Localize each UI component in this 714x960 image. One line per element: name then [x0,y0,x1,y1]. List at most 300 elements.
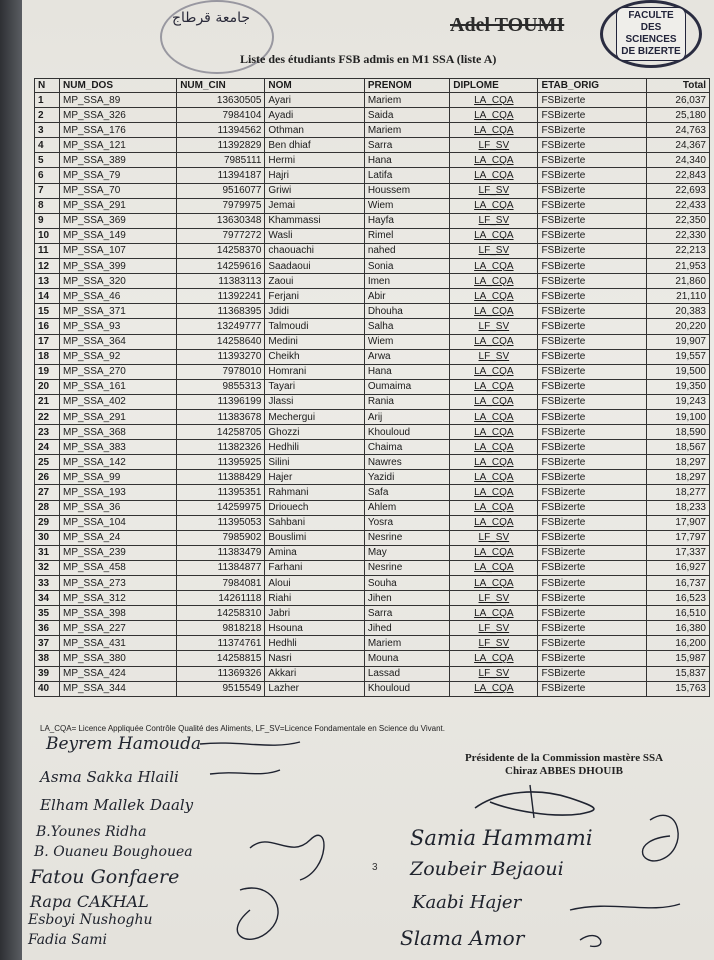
cell-n: 5 [35,153,60,168]
cell-nom: Ghozzi [265,425,364,440]
cell-etab-orig: FSBizerte [538,319,646,334]
cell-total: 18,297 [646,470,709,485]
cell-prenom: Nawres [364,455,449,470]
cell-etab-orig: FSBizerte [538,515,646,530]
cell-etab-orig: FSBizerte [538,425,646,440]
cell-total: 22,843 [646,168,709,183]
cell-nom: Othman [265,123,364,138]
signature-left-5: B. Ouaneu Boughouea [34,844,193,860]
cell-diplome: LF_SV [450,183,538,198]
cell-etab-orig: FSBizerte [538,545,646,560]
col-num-dos: NUM_DOS [60,79,177,93]
cell-nom: Ayadi [265,108,364,123]
cell-n: 4 [35,138,60,153]
cell-num-dos: MP_SSA_92 [60,349,177,364]
cell-num-dos: MP_SSA_176 [60,123,177,138]
cell-num-cin: 9855313 [177,379,265,394]
cell-total: 21,953 [646,259,709,274]
cell-num-cin: 14258705 [177,425,265,440]
cell-num-cin: 11369326 [177,666,265,681]
col-nom: NOM [265,79,364,93]
cell-diplome: LA_CQA [450,304,538,319]
cell-diplome: LA_CQA [450,364,538,379]
signature-left-9: Fadia Sami [28,932,108,948]
table-row [35,485,710,500]
signature-right-2: Zoubeir Bejaoui [410,858,564,880]
cell-num-cin: 14258815 [177,651,265,666]
cell-total: 20,220 [646,319,709,334]
cell-prenom: Latifa [364,168,449,183]
cell-num-cin: 13249777 [177,319,265,334]
table-row [35,500,710,515]
cell-diplome: LF_SV [450,319,538,334]
cell-nom: Hedhili [265,440,364,455]
cell-n: 26 [35,470,60,485]
cell-total: 21,110 [646,289,709,304]
cell-prenom: Hana [364,153,449,168]
cell-total: 25,180 [646,108,709,123]
cell-diplome: LA_CQA [450,485,538,500]
cell-n: 35 [35,606,60,621]
table-row [35,560,710,575]
cell-prenom: Saida [364,108,449,123]
table-row [35,409,710,424]
cell-etab-orig: FSBizerte [538,274,646,289]
cell-n: 21 [35,394,60,409]
table-row [35,93,710,108]
cell-etab-orig: FSBizerte [538,666,646,681]
cell-etab-orig: FSBizerte [538,123,646,138]
cell-n: 34 [35,591,60,606]
cell-prenom: Mariem [364,123,449,138]
cell-n: 11 [35,243,60,258]
cell-total: 22,330 [646,228,709,243]
cell-num-dos: MP_SSA_369 [60,213,177,228]
cell-n: 25 [35,455,60,470]
cell-diplome: LF_SV [450,621,538,636]
cell-n: 20 [35,379,60,394]
signature-left-8: Esboyi Nushoghu [28,912,153,928]
cell-prenom: Nesrine [364,530,449,545]
cell-total: 16,380 [646,621,709,636]
cell-n: 2 [35,108,60,123]
cell-num-dos: MP_SSA_270 [60,364,177,379]
cell-total: 26,037 [646,93,709,108]
col-diplome: DIPLOME [450,79,538,93]
stamp-line-3: DE BIZERTE [621,46,681,57]
table-row [35,183,710,198]
cell-prenom: Oumaima [364,379,449,394]
cell-num-dos: MP_SSA_70 [60,183,177,198]
cell-num-dos: MP_SSA_46 [60,289,177,304]
cell-etab-orig: FSBizerte [538,485,646,500]
cell-num-dos: MP_SSA_431 [60,636,177,651]
cell-prenom: Chaima [364,440,449,455]
cell-num-cin: 13630505 [177,93,265,108]
cell-nom: Khammassi [265,213,364,228]
cell-num-dos: MP_SSA_273 [60,576,177,591]
cell-nom: Jdidi [265,304,364,319]
cell-nom: Mechergui [265,409,364,424]
cell-n: 15 [35,304,60,319]
cell-prenom: May [364,545,449,560]
cell-diplome: LA_CQA [450,545,538,560]
cell-num-cin: 11374761 [177,636,265,651]
cell-num-cin: 14261118 [177,591,265,606]
cell-nom: Hsouna [265,621,364,636]
students-table [34,78,710,697]
header-name: Adel TOUMI [450,14,565,36]
cell-nom: Hajri [265,168,364,183]
cell-nom: Silini [265,455,364,470]
cell-num-cin: 7984104 [177,108,265,123]
cell-nom: Jemai [265,198,364,213]
cell-n: 29 [35,515,60,530]
cell-diplome: LF_SV [450,243,538,258]
cell-etab-orig: FSBizerte [538,379,646,394]
cell-total: 17,337 [646,545,709,560]
cell-prenom: Arwa [364,349,449,364]
cell-etab-orig: FSBizerte [538,138,646,153]
cell-etab-orig: FSBizerte [538,289,646,304]
table-row [35,440,710,455]
cell-diplome: LA_CQA [450,198,538,213]
cell-num-dos: MP_SSA_36 [60,500,177,515]
cell-total: 24,340 [646,153,709,168]
cell-nom: Jlassi [265,394,364,409]
cell-n: 30 [35,530,60,545]
cell-prenom: Rimel [364,228,449,243]
cell-etab-orig: FSBizerte [538,394,646,409]
cell-nom: Farhani [265,560,364,575]
cell-diplome: LA_CQA [450,651,538,666]
table-row [35,243,710,258]
cell-diplome: LA_CQA [450,470,538,485]
col-total: Total [646,79,709,93]
cell-diplome: LA_CQA [450,379,538,394]
signature-right-3: Kaabi Hajer [412,892,522,913]
cell-num-cin: 11383113 [177,274,265,289]
cell-total: 19,907 [646,334,709,349]
cell-nom: Wasli [265,228,364,243]
table-row [35,394,710,409]
cell-nom: Tayari [265,379,364,394]
table-row [35,349,710,364]
president-block [434,752,694,778]
cell-total: 22,350 [646,213,709,228]
cell-nom: Ben dhiaf [265,138,364,153]
table-row [35,364,710,379]
arabic-header-text: جامعة قرطاج [172,10,250,26]
cell-nom: Griwi [265,183,364,198]
cell-diplome: LA_CQA [450,515,538,530]
cell-num-cin: 13630348 [177,213,265,228]
cell-diplome: LF_SV [450,591,538,606]
cell-diplome: LA_CQA [450,228,538,243]
cell-num-cin: 11368395 [177,304,265,319]
cell-prenom: Sarra [364,138,449,153]
cell-prenom: Houssem [364,183,449,198]
cell-num-cin: 11396199 [177,394,265,409]
cell-total: 19,557 [646,349,709,364]
president-title: Présidente de la Commission mastère SSA [464,752,664,764]
cell-num-cin: 11395053 [177,515,265,530]
cell-diplome: LF_SV [450,138,538,153]
signature-left-2: Asma Sakka Hlaili [40,768,179,786]
table-row [35,138,710,153]
cell-nom: Jabri [265,606,364,621]
cell-n: 27 [35,485,60,500]
cell-n: 14 [35,289,60,304]
cell-etab-orig: FSBizerte [538,560,646,575]
table-row [35,259,710,274]
cell-etab-orig: FSBizerte [538,198,646,213]
cell-num-cin: 11388429 [177,470,265,485]
table-row [35,334,710,349]
desk-background [0,0,22,960]
cell-num-dos: MP_SSA_371 [60,304,177,319]
cell-n: 36 [35,621,60,636]
cell-etab-orig: FSBizerte [538,576,646,591]
cell-n: 16 [35,319,60,334]
cell-etab-orig: FSBizerte [538,455,646,470]
cell-nom: Riahi [265,591,364,606]
cell-num-dos: MP_SSA_79 [60,168,177,183]
cell-n: 23 [35,425,60,440]
cell-total: 16,510 [646,606,709,621]
cell-num-dos: MP_SSA_104 [60,515,177,530]
cell-num-cin: 11394187 [177,168,265,183]
table-row [35,621,710,636]
cell-diplome: LA_CQA [450,289,538,304]
cell-nom: Hajer [265,470,364,485]
cell-prenom: Wiem [364,334,449,349]
table-row [35,379,710,394]
cell-num-dos: MP_SSA_458 [60,560,177,575]
cell-total: 17,797 [646,530,709,545]
cell-num-cin: 11395351 [177,485,265,500]
cell-prenom: Lassad [364,666,449,681]
cell-prenom: Yazidi [364,470,449,485]
cell-num-cin: 9818218 [177,621,265,636]
cell-etab-orig: FSBizerte [538,364,646,379]
cell-etab-orig: FSBizerte [538,530,646,545]
cell-nom: Cheikh [265,349,364,364]
cell-etab-orig: FSBizerte [538,93,646,108]
table-row [35,168,710,183]
cell-num-cin: 7979975 [177,198,265,213]
table-row [35,304,710,319]
cell-total: 19,243 [646,394,709,409]
cell-n: 19 [35,364,60,379]
cell-total: 16,927 [646,560,709,575]
cell-diplome: LA_CQA [450,440,538,455]
cell-etab-orig: FSBizerte [538,168,646,183]
signature-left-3: Elham Mallek Daaly [40,796,194,814]
cell-num-cin: 7985111 [177,153,265,168]
cell-prenom: Rania [364,394,449,409]
cell-num-dos: MP_SSA_424 [60,666,177,681]
cell-prenom: Mariem [364,93,449,108]
cell-etab-orig: FSBizerte [538,591,646,606]
cell-prenom: Dhouha [364,304,449,319]
signature-left-1: Beyrem Hamouda [46,734,202,754]
cell-num-dos: MP_SSA_107 [60,243,177,258]
cell-prenom: Hayfa [364,213,449,228]
cell-prenom: Arij [364,409,449,424]
table-row [35,198,710,213]
cell-etab-orig: FSBizerte [538,243,646,258]
cell-n: 37 [35,636,60,651]
cell-num-dos: MP_SSA_399 [60,259,177,274]
cell-total: 24,763 [646,123,709,138]
cell-prenom: Mouna [364,651,449,666]
cell-prenom: Abir [364,289,449,304]
cell-prenom: nahed [364,243,449,258]
cell-etab-orig: FSBizerte [538,651,646,666]
stamp-line-1: FACULTE [628,10,674,21]
cell-num-cin: 11384877 [177,560,265,575]
table-row [35,666,710,681]
cell-etab-orig: FSBizerte [538,349,646,364]
cell-num-cin: 11382326 [177,440,265,455]
cell-prenom: Jihen [364,591,449,606]
cell-diplome: LA_CQA [450,153,538,168]
table-row [35,123,710,138]
cell-n: 28 [35,500,60,515]
col-num-cin: NUM_CIN [177,79,265,93]
cell-num-cin: 14259975 [177,500,265,515]
cell-diplome: LA_CQA [450,394,538,409]
cell-diplome: LF_SV [450,530,538,545]
cell-n: 33 [35,576,60,591]
table-row [35,319,710,334]
cell-total: 22,693 [646,183,709,198]
cell-prenom: Hana [364,364,449,379]
signature-right-4: Slama Amor [400,926,525,950]
cell-total: 19,350 [646,379,709,394]
cell-nom: Homrani [265,364,364,379]
cell-total: 17,907 [646,515,709,530]
cell-prenom: Khouloud [364,425,449,440]
cell-prenom: Sonia [364,259,449,274]
faculty-stamp [600,0,702,68]
cell-total: 22,433 [646,198,709,213]
cell-total: 15,763 [646,681,709,696]
cell-n: 12 [35,259,60,274]
cell-num-cin: 7984081 [177,576,265,591]
cell-total: 19,500 [646,364,709,379]
cell-nom: Amina [265,545,364,560]
table-row [35,470,710,485]
cell-nom: Lazher [265,681,364,696]
cell-diplome: LA_CQA [450,334,538,349]
cell-total: 18,233 [646,500,709,515]
cell-prenom: Safa [364,485,449,500]
cell-etab-orig: FSBizerte [538,304,646,319]
table-row [35,213,710,228]
table-row [35,455,710,470]
signature-right-1: Samia Hammami [410,826,593,850]
cell-n: 17 [35,334,60,349]
cell-diplome: LF_SV [450,636,538,651]
cell-n: 31 [35,545,60,560]
cell-prenom: Imen [364,274,449,289]
cell-prenom: Souha [364,576,449,591]
cell-num-cin: 7977272 [177,228,265,243]
cell-n: 40 [35,681,60,696]
table-row [35,515,710,530]
cell-nom: Bouslimi [265,530,364,545]
table-header-row [35,79,710,93]
cell-prenom: Yosra [364,515,449,530]
cell-n: 24 [35,440,60,455]
cell-num-dos: MP_SSA_398 [60,606,177,621]
table-row [35,606,710,621]
signature-left-7: Rapa CAKHAL [30,892,149,911]
cell-nom: Akkari [265,666,364,681]
cell-prenom: Wiem [364,198,449,213]
table-row [35,289,710,304]
cell-prenom: Khouloud [364,681,449,696]
cell-num-cin: 11383678 [177,409,265,424]
cell-n: 22 [35,409,60,424]
cell-prenom: Ahlem [364,500,449,515]
col-etab-orig: ETAB_ORIG [538,79,646,93]
cell-total: 24,367 [646,138,709,153]
table-row [35,576,710,591]
cell-num-cin: 11383479 [177,545,265,560]
cell-diplome: LA_CQA [450,409,538,424]
list-title: Liste des étudiants FSB admis en M1 SSA (liste A) [240,52,497,66]
cell-diplome: LA_CQA [450,560,538,575]
cell-num-dos: MP_SSA_227 [60,621,177,636]
table-row [35,153,710,168]
cell-diplome: LA_CQA [450,108,538,123]
cell-num-dos: MP_SSA_364 [60,334,177,349]
president-name: Chiraz ABBES DHOUIB [505,765,623,777]
cell-etab-orig: FSBizerte [538,183,646,198]
signature-left-6: Fatou Gonfaere [30,866,180,888]
cell-num-dos: MP_SSA_291 [60,198,177,213]
cell-nom: Driouech [265,500,364,515]
cell-total: 20,383 [646,304,709,319]
cell-num-dos: MP_SSA_121 [60,138,177,153]
cell-num-dos: MP_SSA_326 [60,108,177,123]
cell-total: 18,277 [646,485,709,500]
cell-etab-orig: FSBizerte [538,606,646,621]
stamp-text [616,7,686,61]
cell-total: 16,523 [646,591,709,606]
cell-num-dos: MP_SSA_142 [60,455,177,470]
cell-n: 38 [35,651,60,666]
right-signature-scribbles [550,800,700,950]
cell-nom: Ferjani [265,289,364,304]
cell-diplome: LA_CQA [450,168,538,183]
cell-prenom: Sarra [364,606,449,621]
cell-diplome: LA_CQA [450,606,538,621]
cell-etab-orig: FSBizerte [538,621,646,636]
cell-num-dos: MP_SSA_161 [60,379,177,394]
cell-nom: Rahmani [265,485,364,500]
cell-num-cin: 14258640 [177,334,265,349]
cell-num-dos: MP_SSA_312 [60,591,177,606]
cell-n: 32 [35,560,60,575]
cell-num-dos: MP_SSA_149 [60,228,177,243]
cell-total: 16,200 [646,636,709,651]
cell-total: 22,213 [646,243,709,258]
cell-num-dos: MP_SSA_344 [60,681,177,696]
